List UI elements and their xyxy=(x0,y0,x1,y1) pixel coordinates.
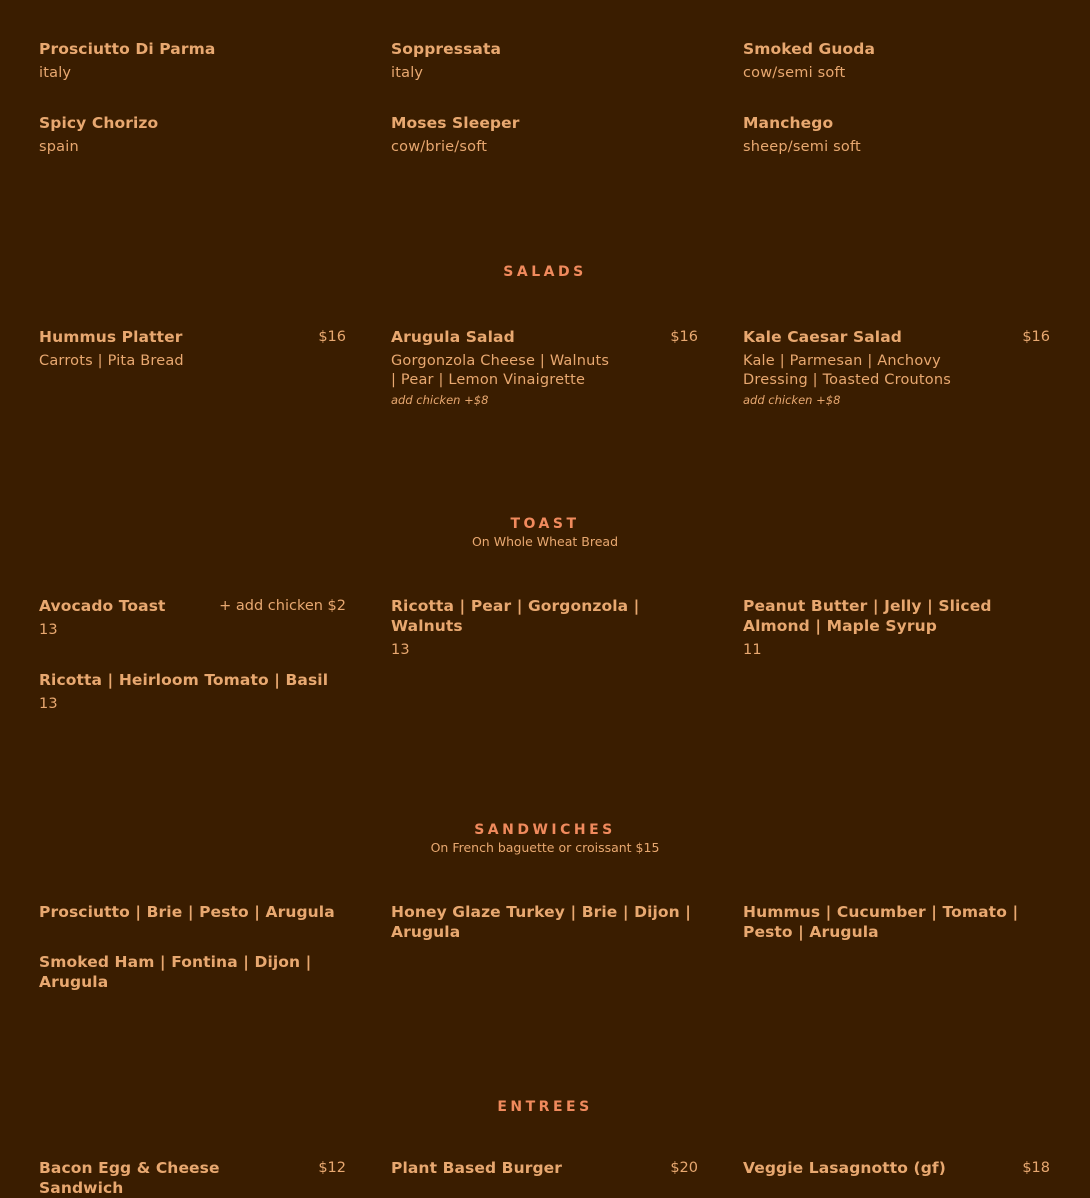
item-name: Moses Sleeper xyxy=(391,114,520,132)
item-name: Plant Based Burger xyxy=(391,1159,563,1177)
menu-item xyxy=(39,39,346,83)
item-name: Ricotta | Pear | Gorgonzola | Walnuts xyxy=(391,597,640,635)
section-heading-toast: TOAST xyxy=(510,516,580,532)
item-name: Hummus | Cucumber | Tomato | Pesto | Arugula xyxy=(743,903,1019,941)
item-description: Carrots | Pita Bread xyxy=(39,353,184,369)
item-price: 13 xyxy=(391,642,410,658)
item-name: Spicy Chorizo xyxy=(39,114,159,132)
section-subheading-sandwiches: On French baguette or croissant $15 xyxy=(430,840,660,855)
item-name: Prosciutto | Brie | Pesto | Arugula xyxy=(39,903,335,921)
item-price: $16 xyxy=(670,329,698,345)
menu-item xyxy=(39,113,346,157)
item-name: Prosciutto Di Parma xyxy=(39,40,216,58)
section-subheading-toast: On Whole Wheat Bread xyxy=(471,534,619,549)
item-name: Veggie Lasagnotto (gf) xyxy=(743,1159,946,1177)
item-name: Soppressata xyxy=(391,40,502,58)
item-name: Manchego xyxy=(743,114,834,132)
menu-item xyxy=(39,1158,346,1198)
item-price: 13 xyxy=(39,622,58,638)
item-description: cow/brie/soft xyxy=(391,139,488,155)
item-addon-note: add chicken +$8 xyxy=(743,393,841,407)
item-name: Arugula Salad xyxy=(391,328,515,346)
item-price: $12 xyxy=(318,1160,346,1176)
item-description: sheep/semi soft xyxy=(743,139,861,155)
menu-item xyxy=(39,902,346,922)
section-heading-sandwiches: SANDWICHES xyxy=(474,822,616,838)
item-name: Kale Caesar Salad xyxy=(743,328,902,346)
item-description: Gorgonzola Cheese | Walnuts | Pear | Lemon Vinaigrette xyxy=(391,353,610,388)
menu-item xyxy=(743,596,1050,660)
item-name: Smoked Ham | Fontina | Dijon | Arugula xyxy=(39,953,312,991)
item-name: Bacon Egg & Cheese Sandwich xyxy=(39,1159,220,1197)
item-price: $18 xyxy=(1022,1160,1050,1176)
item-description: spain xyxy=(39,139,79,155)
menu-item xyxy=(39,596,346,640)
item-description: cow/semi soft xyxy=(743,65,846,81)
item-description: italy xyxy=(39,65,72,81)
item-name: Ricotta | Heirloom Tomato | Basil xyxy=(39,671,329,689)
item-price: 11 xyxy=(743,642,762,658)
item-addon-price: + add chicken $2 xyxy=(219,598,346,614)
item-name: Peanut Butter | Jelly | Sliced Almond | Maple Syrup xyxy=(743,597,992,635)
item-price: $20 xyxy=(670,1160,698,1176)
section-heading-salads: SALADS xyxy=(503,264,587,280)
item-description: italy xyxy=(391,65,424,81)
item-description: Kale | Parmesan | Anchovy Dressing | Toasted Croutons xyxy=(743,353,952,388)
menu-item xyxy=(39,670,346,714)
menu-item xyxy=(39,952,346,992)
menu-item xyxy=(39,327,346,371)
item-name: Smoked Guoda xyxy=(743,40,876,58)
menu-item xyxy=(743,1158,1050,1178)
menu-item xyxy=(391,39,698,83)
menu-item xyxy=(743,39,1050,83)
menu-item xyxy=(391,596,698,660)
menu-item xyxy=(391,1158,698,1178)
item-name: Avocado Toast xyxy=(39,597,166,615)
menu-item xyxy=(391,113,698,157)
item-addon-note: add chicken +$8 xyxy=(391,393,489,407)
item-name: Hummus Platter xyxy=(39,328,183,346)
menu-item xyxy=(391,902,698,942)
item-price: $16 xyxy=(1022,329,1050,345)
section-heading-entrees: ENTREES xyxy=(497,1099,593,1115)
item-price: 13 xyxy=(39,696,58,712)
menu-item xyxy=(743,113,1050,157)
item-price: $16 xyxy=(318,329,346,345)
menu-item xyxy=(743,327,1050,409)
item-name: Honey Glaze Turkey | Brie | Dijon | Arugula xyxy=(391,903,692,941)
menu-item xyxy=(391,327,698,409)
menu-item xyxy=(743,902,1050,942)
